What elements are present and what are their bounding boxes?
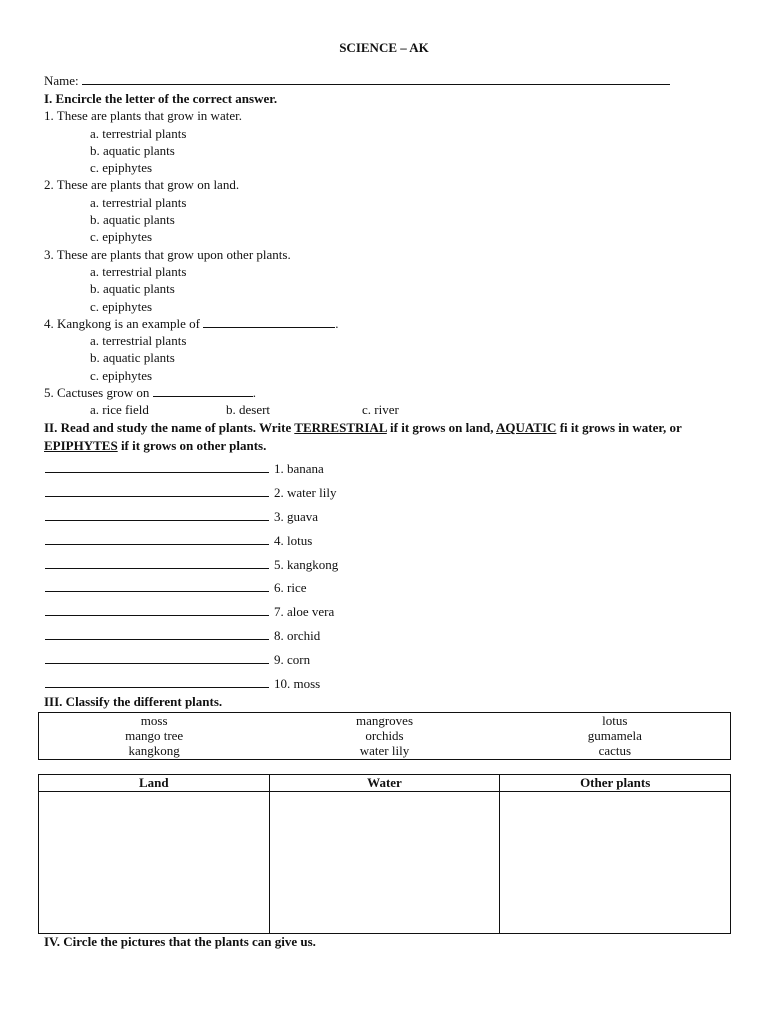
answer-blank[interactable] xyxy=(45,485,269,497)
plant-word: mangroves xyxy=(355,713,414,728)
keyword-aquatic: AQUATIC xyxy=(496,420,557,435)
water-answer-cell[interactable] xyxy=(269,792,500,934)
question-5-options xyxy=(44,401,744,418)
question-1-option-c[interactable]: c. epiphytes xyxy=(90,160,153,176)
question-3-option-b[interactable]: b. aquatic plants xyxy=(90,281,175,297)
answer-blank[interactable] xyxy=(45,676,269,688)
name-input-line[interactable] xyxy=(82,73,670,85)
question-2-option-a[interactable]: a. terrestrial plants xyxy=(90,194,187,210)
word-row xyxy=(39,743,730,758)
plant-word: mango tree xyxy=(125,728,184,743)
answer-blank[interactable] xyxy=(45,533,269,545)
other-plants-answer-cell[interactable] xyxy=(500,792,731,934)
answer-blank[interactable] xyxy=(45,604,269,616)
plant-word: cactus xyxy=(598,743,632,758)
question-2-option-c[interactable]: c. epiphytes xyxy=(90,229,153,245)
answer-blank[interactable] xyxy=(45,580,269,592)
section-2-answer-list xyxy=(45,460,338,699)
column-header-other-plants: Other plants xyxy=(500,775,731,792)
plant-word: lotus xyxy=(602,713,628,728)
section-1 xyxy=(44,90,744,419)
answer-item: 7. aloe vera xyxy=(45,603,338,627)
name-row xyxy=(44,72,670,89)
word-row xyxy=(39,728,730,743)
question-4: 4. Kangkong is an example of . xyxy=(44,315,339,331)
answer-item: 1. banana xyxy=(45,460,338,484)
answer-item: 2. water lily xyxy=(45,484,338,508)
question-3: 3. These are plants that grow upon other plants. xyxy=(44,246,291,262)
plant-word-box xyxy=(38,712,731,760)
plant-word: gumamela xyxy=(587,728,642,743)
question-5-option-b[interactable]: b. desert xyxy=(226,402,271,418)
question-4-option-b[interactable]: b. aquatic plants xyxy=(90,350,175,366)
answer-item: 10. moss xyxy=(45,675,338,699)
section-4-heading: IV. Circle the pictures that the plants can give us. xyxy=(44,934,316,949)
word-row xyxy=(39,713,730,728)
plant-word: kangkong xyxy=(128,743,180,758)
plant-word: moss xyxy=(140,713,168,728)
question-1-option-a[interactable]: a. terrestrial plants xyxy=(90,125,187,141)
answer-item: 8. orchid xyxy=(45,627,338,651)
classification-table xyxy=(38,774,731,934)
column-header-water: Water xyxy=(269,775,500,792)
question-1-option-b[interactable]: b. aquatic plants xyxy=(90,142,175,158)
question-4-option-c[interactable]: c. epiphytes xyxy=(90,367,153,383)
answer-item: 3. guava xyxy=(45,508,338,532)
name-label: Name: xyxy=(44,73,79,88)
answer-blank[interactable] xyxy=(45,652,269,664)
question-5-option-c[interactable]: c. river xyxy=(362,402,399,418)
question-1: 1. These are plants that grow in water. xyxy=(44,108,242,124)
question-2: 2. These are plants that grow on land. xyxy=(44,177,240,193)
section-3-heading: III. Classify the different plants. xyxy=(44,694,223,709)
question-4-blank[interactable] xyxy=(203,316,335,328)
question-5: 5. Cactuses grow on . xyxy=(44,385,256,401)
plant-word: water lily xyxy=(359,743,410,758)
question-3-option-a[interactable]: a. terrestrial plants xyxy=(90,263,187,279)
answer-blank[interactable] xyxy=(45,461,269,473)
question-4-option-a[interactable]: a. terrestrial plants xyxy=(90,333,187,349)
section-1-heading: I. Encircle the letter of the correct answer. xyxy=(44,91,278,106)
answer-blank[interactable] xyxy=(45,557,269,569)
section-2-instructions: II. Read and study the name of plants. Write TERRESTRIAL if it grows on land, AQUATIC fi it grows in water, or EPIPHYTES if it grows on other plants. xyxy=(44,420,682,453)
question-5-option-a[interactable]: a. rice field xyxy=(90,402,149,418)
question-2-option-b[interactable]: b. aquatic plants xyxy=(90,212,175,228)
column-header-land: Land xyxy=(39,775,270,792)
answer-blank[interactable] xyxy=(45,628,269,640)
plant-word: orchids xyxy=(365,728,404,743)
answer-item: 4. lotus xyxy=(45,532,338,556)
question-5-blank[interactable] xyxy=(153,385,253,397)
page-title: SCIENCE – AK xyxy=(339,40,429,55)
keyword-epiphytes: EPIPHYTES xyxy=(44,438,118,453)
answer-item: 6. rice xyxy=(45,579,338,603)
land-answer-cell[interactable] xyxy=(39,792,270,934)
answer-item: 5. kangkong xyxy=(45,556,338,580)
answer-blank[interactable] xyxy=(45,509,269,521)
keyword-terrestrial: TERRESTRIAL xyxy=(294,420,387,435)
answer-item: 9. corn xyxy=(45,651,338,675)
question-3-option-c[interactable]: c. epiphytes xyxy=(90,298,153,314)
